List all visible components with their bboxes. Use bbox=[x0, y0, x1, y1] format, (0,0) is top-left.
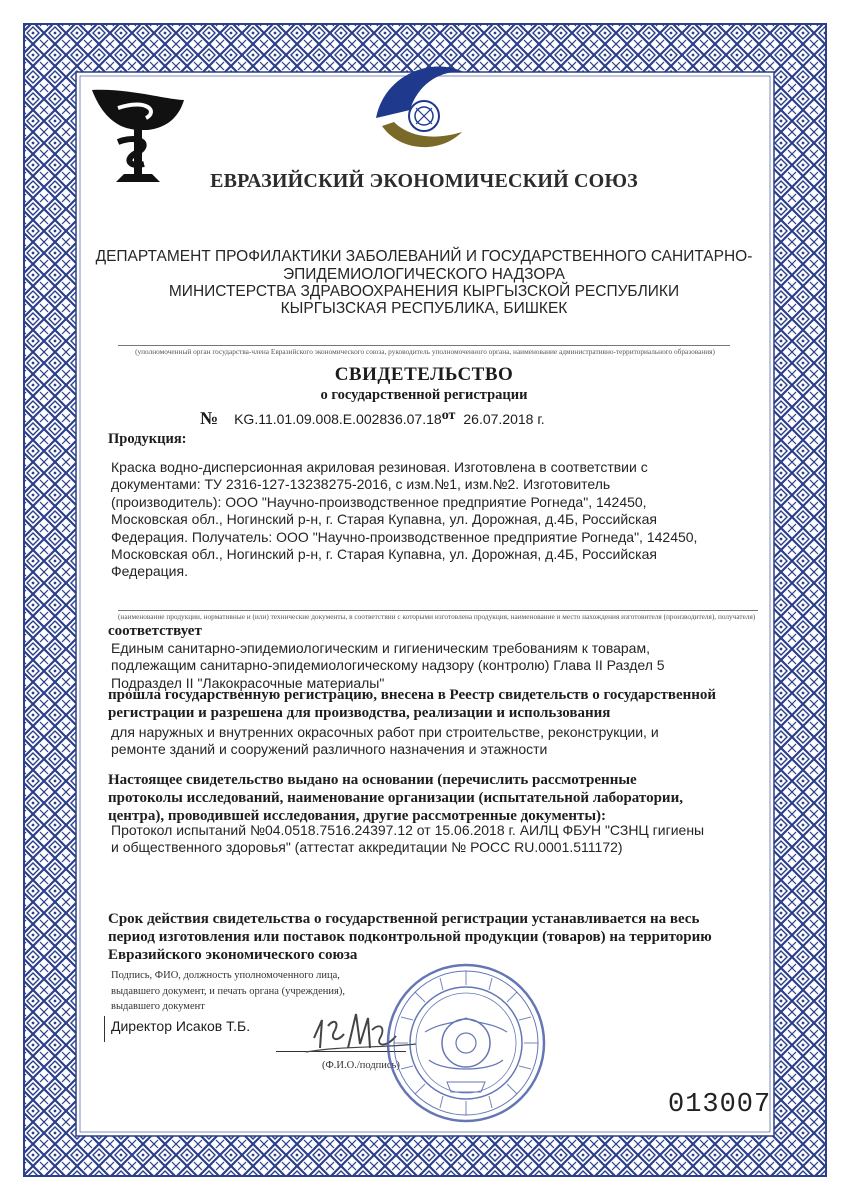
basis-heading-line: центра), проводившей исследования, другие рассмотренные документы): bbox=[108, 808, 607, 824]
divider bbox=[104, 1016, 105, 1042]
validity-line: Срок действия свидетельства о государственной регистрации устанавливается на весь bbox=[108, 911, 700, 927]
certificate-number-line bbox=[200, 408, 545, 429]
product-line: Московская обл., Ногинский р-н, г. Старая Купавна, ул. Дорожная, д.4Б, Российская bbox=[111, 546, 657, 563]
product-label: Продукция: bbox=[108, 431, 187, 447]
union-title: ЕВРАЗИЙСКИЙ ЭКОНОМИЧЕСКИЙ СОЮЗ bbox=[210, 170, 638, 192]
certificate-number: KG.11.01.09.008.E.002836.07.18 bbox=[234, 411, 442, 427]
validity-line: Евразийского экономического союза bbox=[108, 947, 358, 963]
basis-heading-line: Настоящее свидетельство выдано на основании (перечислить рассмотренные bbox=[108, 772, 637, 788]
fio-caption: (Ф.И.О./подпись) bbox=[322, 1060, 400, 1071]
product-line: Федерация. Получатель: ООО "Научно-производственное предприятие Рогнеда", 142450, bbox=[111, 528, 698, 545]
basis-text bbox=[111, 822, 751, 857]
conformity-line: Единым санитарно-эпидемиологическим и гигиеническим требованиям к товарам, bbox=[111, 640, 650, 656]
conformity-text bbox=[111, 640, 751, 692]
product-line: документами: ТУ 2316-127-13238275-2016, с изм.№1, изм.№2. Изготовитель bbox=[111, 476, 611, 493]
divider bbox=[118, 345, 730, 346]
document-subtitle: о государственной регистрации bbox=[320, 387, 528, 403]
product-description bbox=[111, 459, 751, 581]
registration-heading-line: прошла государственную регистрацию, внесена в Реестр свидетельств о государственной bbox=[108, 687, 717, 703]
registration-use-line: ремонте зданий и сооружений различного назначения и этажности bbox=[111, 741, 548, 758]
product-line: (производитель): ООО "Научно-производственное предприятие Рогнеда", 142450, bbox=[111, 493, 647, 510]
official-stamp-icon bbox=[385, 962, 547, 1124]
product-line: Московская обл., Ногинский р-н, г. Старая Купавна, ул. Дорожная, д.4Б, Российская bbox=[111, 511, 657, 528]
signature-caption-line: Подпись, ФИО, должность уполномоченного лица, bbox=[111, 970, 340, 981]
authority-line: ЭПИДЕМИОЛОГИЧЕСКОГО НАДЗОРА bbox=[282, 266, 566, 283]
basis-heading-line: протоколы исследований, наименование организации (испытательной лаборатории, bbox=[108, 790, 683, 806]
registration-use bbox=[111, 724, 751, 759]
validity-statement bbox=[108, 910, 768, 964]
validity-line: период изготовления или поставок подконтрольной продукции (товаров) на территорию bbox=[108, 929, 712, 945]
authority-line: ДЕПАРТАМЕНТ ПРОФИЛАКТИКИ ЗАБОЛЕВАНИЙ И ГОСУДАРСТВЕННОГО САНИТАРНО- bbox=[95, 248, 753, 265]
conformity-line: подлежащим санитарно-эпидемиологическому надзору (контролю) Глава II Раздел 5 bbox=[111, 657, 665, 674]
product-caption: (наименование продукции, нормативные и (или) технические документы, в соответствии с которыми изготовлена продукция, наименование и место нахождения изготовителя (производителя), получателя) bbox=[118, 612, 756, 621]
conformity-label: соответствует bbox=[108, 623, 202, 639]
basis-heading bbox=[108, 771, 763, 825]
authority-line: МИНИСТЕРСТВА ЗДРАВООХРАНЕНИЯ КЫРГЫЗСКОЙ РЕСПУБЛИКИ bbox=[168, 283, 680, 300]
signature-caption-line: выдавшего документ bbox=[111, 1001, 205, 1012]
document-title: СВИДЕТЕЛЬСТВО bbox=[334, 364, 514, 385]
product-line: Краска водно-дисперсионная акриловая резиновая. Изготовлена в соответствии с bbox=[111, 459, 648, 475]
authority-caption: (уполномоченный орган государства-члена Евразийского экономического союза, руководитель уполномоченного органа, наименование административно-территориального образования) bbox=[135, 347, 715, 356]
product-line: Федерация. bbox=[111, 563, 188, 580]
registration-heading-line: регистрации и разрешена для производства, реализации и использования bbox=[108, 705, 611, 721]
conformity-line: Подраздел II "Лакокрасочные материалы" bbox=[111, 674, 385, 691]
signature-caption-line: выдавшего документ, и печать органа (учреждения), bbox=[111, 985, 345, 997]
number-symbol: № bbox=[200, 408, 219, 428]
authority-line: КЫРГЫЗСКАЯ РЕСПУБЛИКА, БИШКЕК bbox=[280, 300, 568, 317]
eaeu-emblem-icon bbox=[370, 56, 470, 154]
issue-date: 26.07.2018 г. bbox=[463, 411, 545, 427]
date-prefix: от bbox=[441, 408, 456, 423]
divider bbox=[118, 610, 758, 611]
registration-heading bbox=[108, 686, 758, 722]
basis-line: и общественного здоровья" (аттестат аккредитации № РОСС RU.0001.511172) bbox=[111, 839, 623, 856]
registration-use-line: для наружных и внутренних окрасочных работ при строительстве, реконструкции, и bbox=[111, 724, 659, 740]
serial-number: 013007 bbox=[668, 1090, 772, 1120]
director-name: Директор Исаков Т.Б. bbox=[111, 1018, 251, 1034]
basis-line: Протокол испытаний №04.0518.7516.24397.12 от 15.06.2018 г. АИЛЦ ФБУН "СЗНЦ гигиены bbox=[111, 822, 705, 838]
